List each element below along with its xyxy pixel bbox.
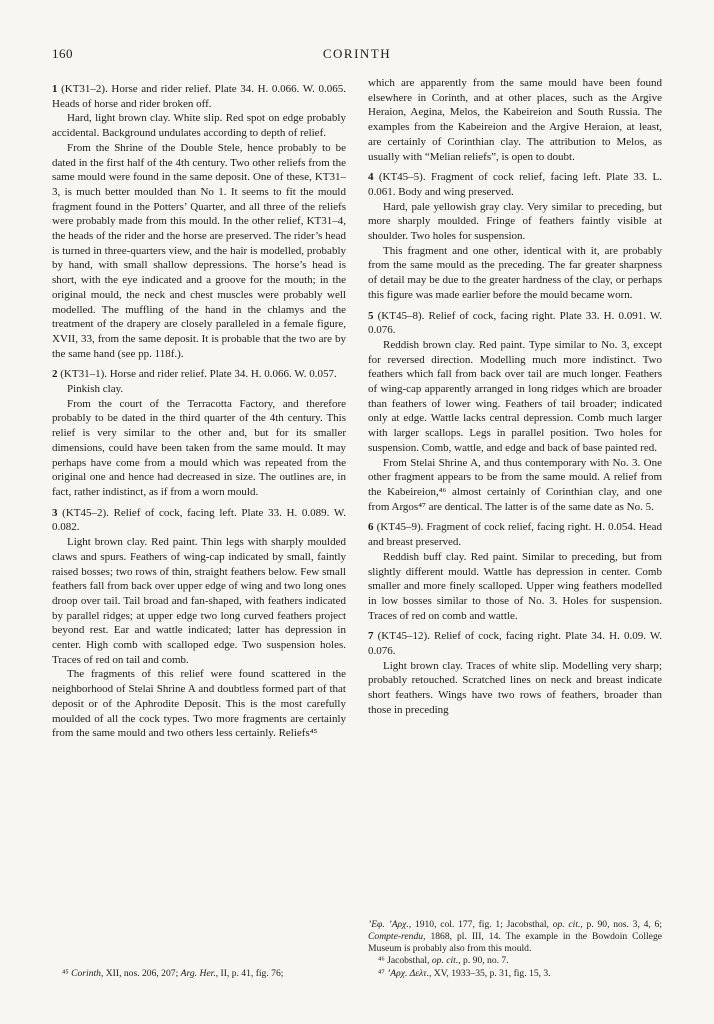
column-text (52, 76, 346, 741)
page-header (52, 46, 662, 64)
footnotes (368, 919, 662, 990)
footnote: ⁴⁵ Corinth, XII, nos. 206, 207; Arg. Her., II, p. 41, fig. 76; (62, 967, 284, 979)
left-column (52, 76, 346, 990)
paragraph: Light brown clay. Traces of white slip. Modelling very sharp; probably retouched. Scratched lines on neck and breast indicate short feathers. Wings have two rows of feathers, broader than those in preceding (368, 659, 662, 716)
catalog-entry-heading: 3 (KT45–2). Relief of cock, facing left. Plate 33. H. 0.089. W. 0.082. (52, 506, 346, 534)
paragraph: From Stelai Shrine A, and thus contemporary with No. 3. One other fragment appears to be from the same mould. A relief from the Kabeireion,⁴⁶ almost certainly of Corinthian clay, and one from Argos⁴⁷ are dentical. The latter is of the same date as No. 5. (368, 456, 662, 513)
entry-number: 4 (368, 171, 374, 184)
paragraph: Hard, pale yellowish gray clay. Very similar to preceding, but more sharply moulded. Fringe of feathers faintly visible at shoulder. Two holes for suspension. (368, 200, 662, 243)
paragraph: This fragment and one other, identical with it, are probably from the same mould as the preceding. The far greater sharpness of detail may be due to the greater hardness of the clay, or perhaps this figure was made earlier before the mould became worn. (368, 244, 662, 301)
footnotes (52, 968, 346, 990)
catalog-entry-heading: 1 (KT31–2). Horse and rider relief. Plate 34. H. 0.066. W. 0.065. Heads of horse and rider broken off. (52, 83, 346, 110)
right-column (368, 76, 662, 990)
entry-number: 5 (368, 309, 374, 322)
catalog-entry-heading: 4 (KT45–5). Fragment of cock relief, facing left. Plate 33. L. 0.061. Body and wing preserved. (368, 171, 662, 198)
paragraph: Light brown clay. Red paint. Thin legs with sharply moulded claws and spurs. Feathers of wing-cap indicated by small, faintly raised bosses; two rows of thin, straight feathers below. Few small feathers fall from back over upper edge of wing and two long ones droop over tail. Tail broad and fan-shaped, with feathers indicated by parallel ridges; at upper edge two long curved feathers project beyond rest. Ear and wattle indicated; latter has depression in center. High comb with scalloped edge. Two suspension holes. Traces of red on tail and comb. (52, 536, 346, 666)
footnote: ⁴⁶ Jacobsthal, op. cit., p. 90, no. 7. (378, 955, 509, 967)
page-number: 160 (52, 46, 73, 61)
footnote: ⁴⁷ ’Αρχ. Δελτ., XV, 1933–35, p. 31, fig. 15, 3. (378, 967, 551, 979)
text-columns (52, 76, 662, 990)
catalog-entry-heading: 2 (KT31–1). Horse and rider relief. Plate 34. H. 0.066. W. 0.057. (52, 368, 337, 381)
paragraph: Reddish buff clay. Red paint. Similar to preceding, but from slightly different mould. Wattle has depression in center. Comb smaller and more finely scalloped. Upper wing feathers modelled in low bosses similar to those of No. 3. Holes for suspension. Traces of red on comb and wattle. (368, 550, 662, 622)
column-text (368, 76, 662, 718)
running-title: CORINTH (322, 46, 392, 61)
paragraph: Hard, light brown clay. White slip. Red spot on edge probably accidental. Background undulates according to depth of relief. (52, 112, 346, 140)
catalog-entry-heading: 6 (KT45–9). Fragment of cock relief, facing right. H. 0.054. Head and breast preserved. (368, 521, 662, 549)
entry-number: 1 (52, 83, 58, 95)
entry-number: 2 (52, 368, 58, 381)
paragraph: From the Shrine of the Double Stele, hence probably to be dated in the first half of the 4th century. Two other reliefs from the same mould were found in the same deposit. One of these, KT31–3, is much better moulded than No 1. It seems to fit the mould fragment found in the Potters’ Quarter, and all three of the reliefs were probably made from this mould. In the other relief, KT31–4, the heads of the rider and the horse are preserved. The rider’s head is turned in three-quarters view, and the hair is modelled, probably by hand, with small shallow depressions. The horse’s head is short, with the eye indicated and a groove for the mouth; in the original mould, the neck and chest muscles were probably well modelled. The muffling of the hand in the chlamys and the treatment of the drapery are closely paralleled in a female figure, XVII, 33, from the same deposit. It is probable that the two are by the same hand (see pp. 118f.). (52, 141, 346, 360)
catalog-entry-heading: 7 (KT45–12). Relief of cock, facing right. Plate 34. H. 0.09. W. 0.076. (368, 630, 662, 658)
catalog-entry-heading: 5 (KT45–8). Relief of cock, facing right. Plate 33. H. 0.091. W. 0.076. (368, 309, 662, 337)
entry-number: 3 (52, 506, 58, 519)
paragraph: Pinkish clay. (67, 383, 124, 396)
paragraph: Reddish brown clay. Red paint. Type similar to No. 3, except for reversed direction. Modelling much more indistinct. Two feathers which fall from back over tail are much longer. Feathers of wing-cap apparently arranged in long ridges which are broader than feathers of lower wing. Feathers of tail broader; indicated only at edge. Wattle lacks central depression. Comb much larger with larger scallops. Legs in parallel position. Two holes for suspension. Comb, wattle, and edge and back of base painted red. (368, 338, 662, 454)
entry-number: 6 (368, 521, 374, 534)
footnote: ’Εφ. ’Αρχ., 1910, col. 177, fig. 1; Jacobsthal, op. cit., p. 90, nos. 3, 4, 6; Compte-rendu, 1868, pl. III, 14. The example in the Bowdoin College Museum is probably also from this mould. (368, 918, 662, 955)
paragraph: The fragments of this relief were found scattered in the neighborhood of Stelai Shrine A and doubtless formed part of that deposit or of the Aphrodite Deposit. This is the most carefully moulded of all the cock types. Two more fragments are certainly from the same mould and two others less certainly. Reliefs⁴⁵ (52, 668, 346, 740)
entry-number: 7 (368, 630, 374, 643)
paragraph: which are apparently from the same mould have been found elsewhere in Corinth, and at other places, such as the Argive Heraion, Aegina, Melos, the Kabeireion and South Russia. The examples from the Kabeireion and the Argive Heraion, at least, are certainly of Corinthian clay. The attribution to Melos, as usually with “Melian reliefs”, is open to doubt. (368, 77, 662, 163)
paragraph: From the court of the Terracotta Factory, and therefore probably to be dated in the third quarter of the 4th century. This relief is very similar to the other and, but for its smaller dimensions, could have been taken from the same mould. It may perhaps have come from a mould which was repeated from the original one and hence had decreased in size. The outlines are, in fact, rather indistinct, as if from a worn mould. (52, 397, 346, 498)
